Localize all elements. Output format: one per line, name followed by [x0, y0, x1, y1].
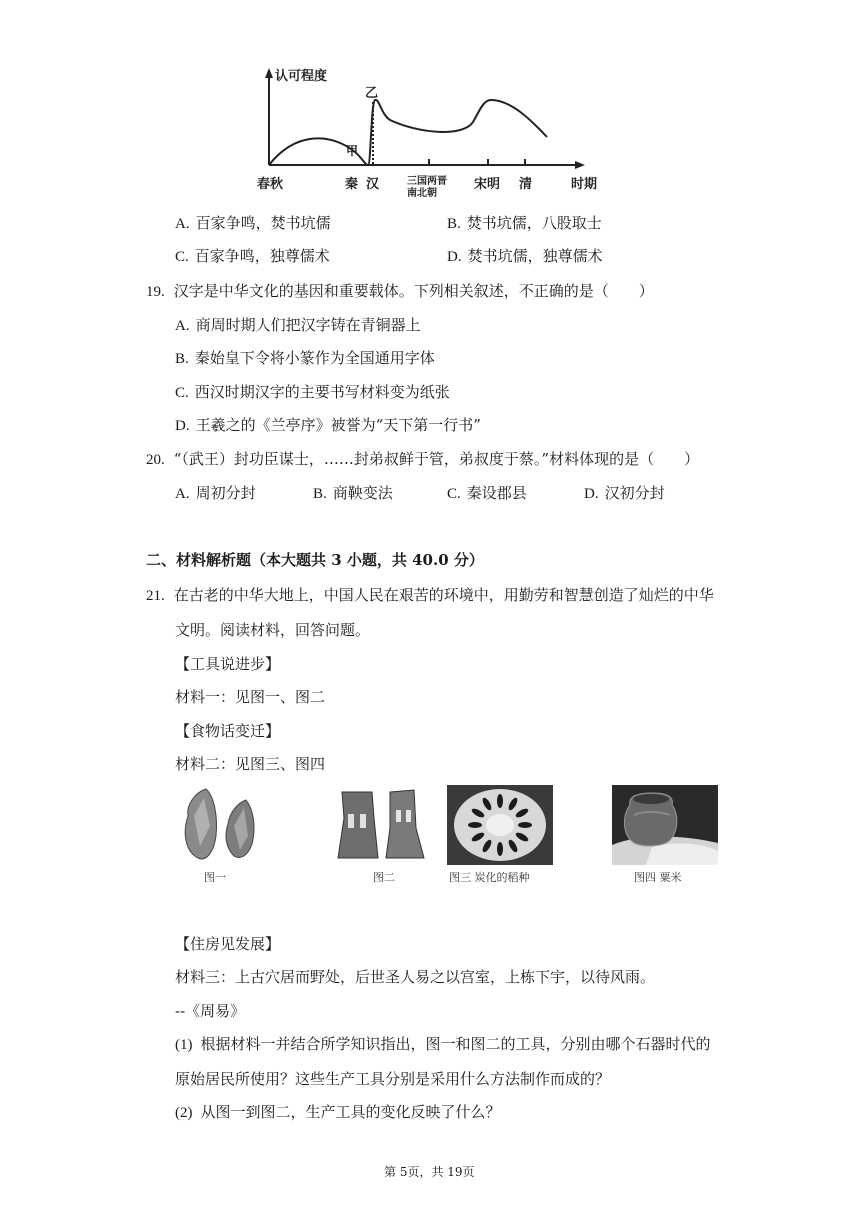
- figure3-caption: 图三 炭化的稻种: [449, 871, 530, 884]
- q18-option-d[interactable]: D. 焚书坑儒，独尊儒术: [447, 247, 603, 265]
- heading-house: 【住房见发展】: [175, 935, 281, 953]
- figure2-caption: 图二: [373, 871, 395, 884]
- figure4-pot-millet: [612, 785, 718, 865]
- q18-option-a[interactable]: A. 百家争鸣，焚书坑儒: [175, 214, 331, 232]
- period-han: 汉: [366, 177, 380, 192]
- material-3-source: --《周易》: [175, 1002, 246, 1020]
- sub-question-2: (2) 从图一到图二，生产工具的变化反映了什么？: [175, 1103, 501, 1121]
- sub-question-1-line2: 原始居民所使用？这些生产工具分别是采用什么方法制作而成的？: [175, 1070, 611, 1088]
- y-axis-label: 认可程度: [275, 69, 328, 84]
- q19-stem: 19. 汉字是中华文化的基因和重要载体。下列相关叙述，不正确的是（ ）: [146, 282, 654, 300]
- figure3-carbonized-rice: [447, 785, 553, 865]
- mark-yi: 乙: [365, 86, 379, 101]
- q18-option-c[interactable]: C. 百家争鸣，独尊儒术: [175, 247, 330, 265]
- figure1-caption: 图一: [204, 871, 226, 884]
- period-chunqiu: 春秋: [257, 177, 284, 192]
- figure4-caption: 图四 粟米: [634, 871, 682, 884]
- recognition-curve-chart: [255, 62, 615, 197]
- q20-option-b[interactable]: B. 商鞅变法: [313, 484, 393, 502]
- period-qing: 清: [519, 177, 533, 192]
- material-3: 材料三：上古穴居而野处，后世圣人易之以宫室，上栋下宇，以待风雨。: [175, 968, 656, 986]
- q19-option-d[interactable]: D. 王羲之的《兰亭序》被誉为“天下第一行书”: [175, 416, 481, 434]
- material-2: 材料二：见图三、图四: [175, 755, 326, 773]
- section-title: 二、材料解析题（本大题共 3 小题，共 40.0 分）: [146, 551, 484, 569]
- period-songming: 宋明: [474, 177, 501, 192]
- heading-tools: 【工具说进步】: [175, 655, 281, 673]
- figure2-polished-tools: [330, 788, 430, 864]
- q19-option-b[interactable]: B. 秦始皇下令将小篆作为全国通用字体: [175, 349, 435, 367]
- q20-option-a[interactable]: A. 周初分封: [175, 484, 256, 502]
- sub-question-1-line1: (1) 根据材料一并结合所学知识指出，图一和图二的工具，分别由哪个石器时代的: [175, 1035, 711, 1053]
- q18-option-b[interactable]: B. 焚书坑儒，八股取士: [447, 214, 602, 232]
- period-sanguo: 三国两晋: [407, 176, 447, 187]
- q20-option-c[interactable]: C. 秦设郡县: [447, 484, 527, 502]
- q21-stem-line2: 文明。阅读材料，回答问题。: [175, 621, 371, 639]
- q20-option-d[interactable]: D. 汉初分封: [584, 484, 665, 502]
- q19-option-a[interactable]: A. 商周时期人们把汉字铸在青铜器上: [175, 316, 421, 334]
- q20-stem: 20. “（武王）封功臣谋士，……封弟叔鲜于管，弟叔度于蔡。”材料体现的是（ ）: [146, 450, 700, 468]
- period-nanbei: 南北朝: [407, 188, 437, 197]
- heading-food: 【食物话变迁】: [175, 722, 281, 740]
- page-footer: 第 5页，共 19页: [384, 1165, 475, 1179]
- q21-stem-line1: 21. 在古老的中华大地上，中国人民在艰苦的环境中，用勤劳和智慧创造了灿烂的中华: [146, 586, 714, 604]
- period-qin: 秦: [345, 177, 359, 192]
- mark-jia: 甲: [346, 144, 359, 158]
- q19-option-c[interactable]: C. 西汉时期汉字的主要书写材料变为纸张: [175, 383, 450, 401]
- material-1: 材料一：见图一、图二: [175, 688, 326, 706]
- x-axis-label: 时期: [571, 177, 598, 192]
- figure1-stone-tools: [170, 786, 280, 864]
